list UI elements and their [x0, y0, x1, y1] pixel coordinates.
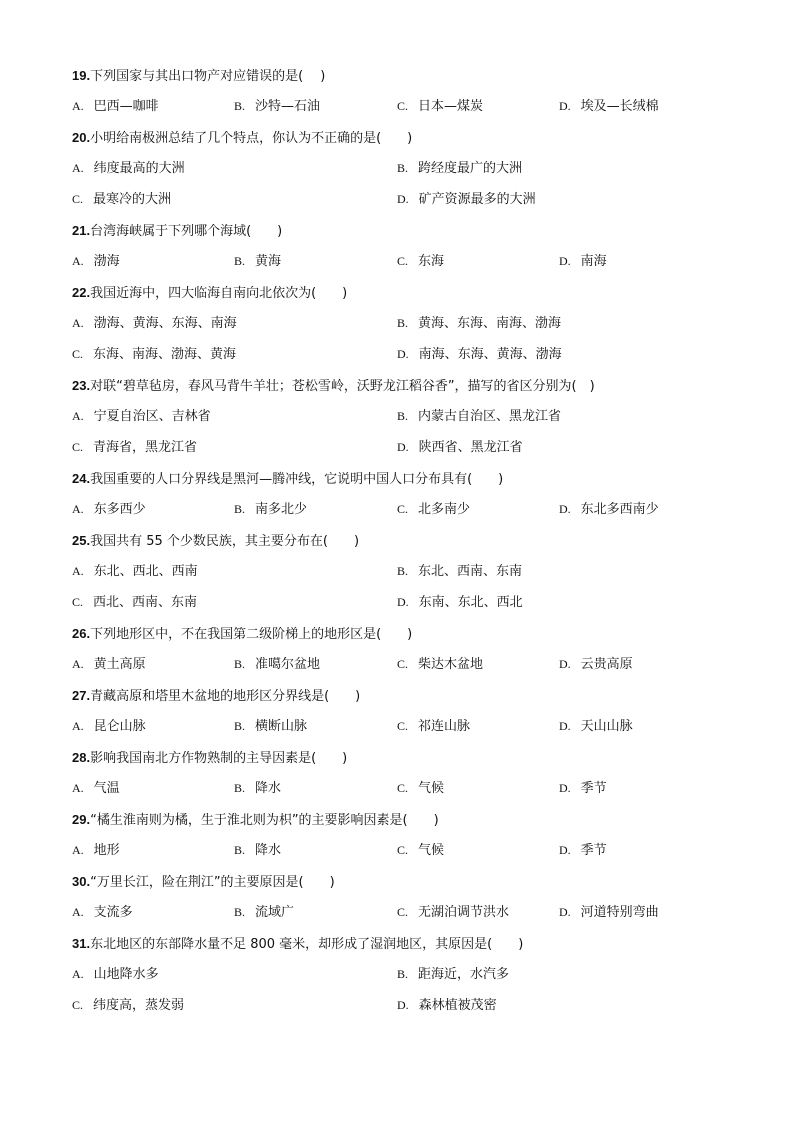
question-stem	[72, 128, 732, 147]
option-a[interactable]	[72, 903, 133, 922]
option-letter: A.	[72, 564, 84, 578]
option-text: 渤海	[93, 254, 120, 269]
option-row	[72, 438, 732, 457]
question-19	[72, 66, 732, 116]
option-c[interactable]	[72, 996, 184, 1015]
question-number: 25.	[72, 533, 91, 548]
option-text: 季节	[580, 781, 607, 796]
option-a[interactable]	[72, 314, 237, 333]
option-letter: B.	[234, 905, 246, 919]
option-text: 纬度高，蒸发弱	[93, 998, 185, 1013]
option-text: 内蒙古自治区、黑龙江省	[418, 409, 562, 424]
option-text: 矿产资源最多的大洲	[418, 192, 536, 207]
option-row	[72, 159, 732, 178]
question-stem	[72, 810, 732, 829]
option-text: 气候	[418, 781, 445, 796]
option-letter: A.	[72, 905, 84, 919]
option-letter: B.	[397, 316, 409, 330]
option-text: 云贵高原	[580, 657, 633, 672]
option-b[interactable]	[234, 97, 320, 116]
question-number: 21.	[72, 223, 91, 238]
question-stem	[72, 934, 732, 953]
option-text: 流域广	[255, 905, 295, 920]
question-number: 20.	[72, 130, 91, 145]
question-stem	[72, 66, 732, 85]
option-text: 南海、东海、黄海、渤海	[418, 347, 562, 362]
option-text: 祁连山脉	[418, 719, 471, 734]
option-letter: C.	[397, 719, 409, 733]
option-c[interactable]	[72, 438, 197, 457]
option-text: 准噶尔盆地	[255, 657, 321, 672]
option-row	[72, 562, 732, 581]
option-text: 日本—煤炭	[418, 99, 484, 114]
question-27	[72, 686, 732, 736]
option-text: 地形	[93, 843, 120, 858]
option-b[interactable]	[397, 562, 522, 581]
option-letter: D.	[559, 502, 571, 516]
question-text: 我国近海中，四大临海自南向北依次为( )	[90, 286, 348, 301]
option-text: 青海省，黑龙江省	[93, 440, 198, 455]
option-text: 东多西少	[93, 502, 146, 517]
option-letter: D.	[397, 440, 409, 454]
question-stem	[72, 221, 732, 240]
option-text: 东北、西北、西南	[93, 564, 198, 579]
option-letter: B.	[234, 781, 246, 795]
option-text: 巴西—咖啡	[93, 99, 159, 114]
option-letter: D.	[559, 781, 571, 795]
option-c[interactable]	[72, 345, 236, 364]
option-letter: B.	[397, 967, 409, 981]
option-c[interactable]	[397, 655, 483, 674]
option-text: 横断山脉	[255, 719, 308, 734]
option-letter: C.	[397, 254, 409, 268]
option-a[interactable]	[72, 159, 185, 178]
option-text: 渤海、黄海、东海、南海	[93, 316, 237, 331]
option-text: 柴达木盆地	[418, 657, 484, 672]
option-c[interactable]	[72, 190, 171, 209]
question-stem	[72, 376, 732, 395]
option-text: 宁夏自治区、吉林省	[93, 409, 211, 424]
option-text: 山地降水多	[93, 967, 159, 982]
question-text: 台湾海峡属于下列哪个海域( )	[90, 224, 283, 239]
option-d[interactable]	[559, 655, 633, 674]
option-b[interactable]	[397, 159, 522, 178]
question-21	[72, 221, 732, 271]
option-letter: D.	[397, 595, 409, 609]
option-b[interactable]	[234, 500, 307, 519]
option-letter: A.	[72, 657, 84, 671]
option-a[interactable]	[72, 562, 198, 581]
option-text: 支流多	[93, 905, 133, 920]
option-letter: C.	[397, 905, 409, 919]
option-text: 东北多西南少	[580, 502, 659, 517]
option-b[interactable]	[234, 717, 307, 736]
question-stem	[72, 872, 732, 891]
option-letter: B.	[234, 843, 246, 857]
option-letter: D.	[397, 998, 409, 1012]
option-row	[72, 190, 732, 209]
option-letter: C.	[397, 99, 409, 113]
question-number: 22.	[72, 285, 91, 300]
option-b[interactable]	[234, 779, 281, 798]
option-letter: C.	[72, 347, 84, 361]
option-text: 降水	[255, 781, 282, 796]
option-row	[72, 407, 732, 426]
option-a[interactable]	[72, 965, 159, 984]
option-b[interactable]	[234, 841, 281, 860]
option-d[interactable]	[559, 779, 607, 798]
option-text: 东南、东北、西北	[418, 595, 523, 610]
question-stem	[72, 283, 732, 302]
option-text: 南多北少	[255, 502, 308, 517]
option-letter: A.	[72, 719, 84, 733]
option-d[interactable]	[559, 717, 633, 736]
option-letter: D.	[559, 905, 571, 919]
option-text: 天山山脉	[580, 719, 633, 734]
question-number: 31.	[72, 936, 91, 951]
question-text: 青藏高原和塔里木盆地的地形区分界线是( )	[90, 689, 361, 704]
option-a[interactable]	[72, 252, 120, 271]
question-number: 29.	[72, 812, 91, 827]
option-text: 北多南少	[418, 502, 471, 517]
option-text: 季节	[580, 843, 607, 858]
option-text: 河道特别弯曲	[580, 905, 659, 920]
option-text: 西北、西南、东南	[93, 595, 198, 610]
option-a[interactable]	[72, 97, 159, 116]
option-d[interactable]	[397, 438, 523, 457]
question-text: 我国共有 55 个少数民族，其主要分布在( )	[90, 534, 360, 549]
option-row	[72, 593, 732, 612]
question-number: 30.	[72, 874, 91, 889]
option-d[interactable]	[397, 190, 536, 209]
option-c[interactable]	[397, 97, 483, 116]
option-a[interactable]	[72, 655, 146, 674]
option-row	[72, 655, 732, 674]
option-b[interactable]	[234, 252, 281, 271]
option-row	[72, 314, 732, 333]
option-c[interactable]	[397, 717, 470, 736]
option-d[interactable]	[397, 593, 523, 612]
question-text: 小明给南极洲总结了几个特点，你认为不正确的是( )	[90, 131, 413, 146]
option-text: 跨经度最广的大洲	[418, 161, 523, 176]
option-letter: C.	[397, 657, 409, 671]
option-letter: B.	[234, 99, 246, 113]
question-stem	[72, 624, 732, 643]
option-letter: A.	[72, 99, 84, 113]
option-row	[72, 97, 732, 116]
option-text: 森林植被茂密	[418, 998, 497, 1013]
option-c[interactable]	[397, 841, 444, 860]
option-c[interactable]	[72, 593, 197, 612]
option-letter: D.	[559, 99, 571, 113]
question-text: 影响我国南北方作物熟制的主导因素是( )	[90, 751, 348, 766]
question-number: 27.	[72, 688, 91, 703]
option-letter: C.	[397, 781, 409, 795]
option-text: 气温	[93, 781, 120, 796]
option-letter: A.	[72, 781, 84, 795]
option-letter: B.	[397, 409, 409, 423]
option-letter: C.	[72, 998, 84, 1012]
option-text: 气候	[418, 843, 445, 858]
option-c[interactable]	[397, 903, 509, 922]
option-letter: B.	[234, 719, 246, 733]
option-row	[72, 841, 732, 860]
question-stem	[72, 469, 732, 488]
option-letter: C.	[72, 595, 84, 609]
option-text: 黄海	[255, 254, 282, 269]
option-row	[72, 717, 732, 736]
option-d[interactable]	[559, 903, 659, 922]
question-24	[72, 469, 732, 519]
question-text: 东北地区的东部降水量不足 800 毫米，却形成了湿润地区，其原因是( )	[90, 937, 524, 952]
option-letter: D.	[397, 192, 409, 206]
question-26	[72, 624, 732, 674]
option-letter: A.	[72, 409, 84, 423]
option-text: 黄海、东海、南海、渤海	[418, 316, 562, 331]
option-letter: B.	[234, 502, 246, 516]
option-d[interactable]	[559, 252, 607, 271]
question-number: 19.	[72, 68, 91, 83]
option-b[interactable]	[397, 314, 561, 333]
option-text: 距海近，水汽多	[418, 967, 510, 982]
option-b[interactable]	[234, 655, 320, 674]
option-row	[72, 252, 732, 271]
option-d[interactable]	[559, 500, 659, 519]
option-d[interactable]	[559, 97, 659, 116]
option-c[interactable]	[397, 779, 444, 798]
question-text: 我国重要的人口分界线是黑河—腾冲线，它说明中国人口分布具有( )	[90, 472, 504, 487]
option-b[interactable]	[397, 407, 561, 426]
question-stem	[72, 531, 732, 550]
question-stem	[72, 748, 732, 767]
question-text: 下列地形区中，不在我国第二级阶梯上的地形区是( )	[90, 627, 413, 642]
option-row	[72, 903, 732, 922]
option-a[interactable]	[72, 779, 120, 798]
option-letter: D.	[397, 347, 409, 361]
option-text: 最寒冷的大洲	[93, 192, 172, 207]
question-29	[72, 810, 732, 860]
option-letter: A.	[72, 316, 84, 330]
question-number: 26.	[72, 626, 91, 641]
option-c[interactable]	[397, 500, 470, 519]
option-text: 埃及—长绒棉	[580, 99, 659, 114]
option-b[interactable]	[397, 965, 509, 984]
question-number: 24.	[72, 471, 91, 486]
question-text: 下列国家与其出口物产对应错误的是( )	[90, 69, 326, 84]
option-text: 东海	[418, 254, 445, 269]
question-stem	[72, 686, 732, 705]
question-28	[72, 748, 732, 798]
option-letter: A.	[72, 254, 84, 268]
option-text: 黄土高原	[93, 657, 146, 672]
question-20	[72, 128, 732, 209]
option-a[interactable]	[72, 717, 146, 736]
option-text: 东北、西南、东南	[418, 564, 523, 579]
option-text: 陕西省、黑龙江省	[418, 440, 523, 455]
option-letter: D.	[559, 657, 571, 671]
option-letter: A.	[72, 967, 84, 981]
option-letter: A.	[72, 843, 84, 857]
option-row	[72, 779, 732, 798]
option-letter: B.	[234, 657, 246, 671]
question-text: “万里长江，险在荆江”的主要原因是( )	[90, 875, 335, 890]
question-text: 对联“碧草毡房，春风马背牛羊壮；苍松雪岭，沃野龙江稻谷香”，描写的省区分别为( )	[90, 379, 595, 394]
option-letter: C.	[397, 843, 409, 857]
option-text: 沙特—石油	[255, 99, 321, 114]
question-25	[72, 531, 732, 612]
option-d[interactable]	[397, 345, 562, 364]
option-letter: B.	[397, 161, 409, 175]
option-text: 南海	[580, 254, 607, 269]
question-30	[72, 872, 732, 922]
option-text: 无湖泊调节洪水	[418, 905, 510, 920]
option-d[interactable]	[559, 841, 607, 860]
option-letter: A.	[72, 502, 84, 516]
question-text: “橘生淮南则为橘，生于淮北则为枳”的主要影响因素是( )	[90, 813, 439, 828]
option-row	[72, 996, 732, 1015]
option-text: 昆仑山脉	[93, 719, 146, 734]
option-b[interactable]	[234, 903, 294, 922]
option-letter: C.	[72, 192, 84, 206]
option-a[interactable]	[72, 407, 211, 426]
option-c[interactable]	[397, 252, 444, 271]
option-letter: A.	[72, 161, 84, 175]
option-row	[72, 345, 732, 364]
option-letter: C.	[72, 440, 84, 454]
option-text: 降水	[255, 843, 282, 858]
option-row	[72, 965, 732, 984]
option-letter: D.	[559, 843, 571, 857]
question-number: 28.	[72, 750, 91, 765]
question-31	[72, 934, 732, 1015]
option-letter: B.	[234, 254, 246, 268]
option-row	[72, 500, 732, 519]
option-letter: B.	[397, 564, 409, 578]
option-text: 东海、南海、渤海、黄海	[93, 347, 237, 362]
option-text: 纬度最高的大洲	[93, 161, 185, 176]
option-letter: D.	[559, 719, 571, 733]
question-23	[72, 376, 732, 457]
option-d[interactable]	[397, 996, 497, 1015]
option-letter: C.	[397, 502, 409, 516]
question-number: 23.	[72, 378, 91, 393]
question-22	[72, 283, 732, 364]
question-list	[72, 66, 732, 1027]
option-a[interactable]	[72, 500, 146, 519]
option-a[interactable]	[72, 841, 120, 860]
option-letter: D.	[559, 254, 571, 268]
